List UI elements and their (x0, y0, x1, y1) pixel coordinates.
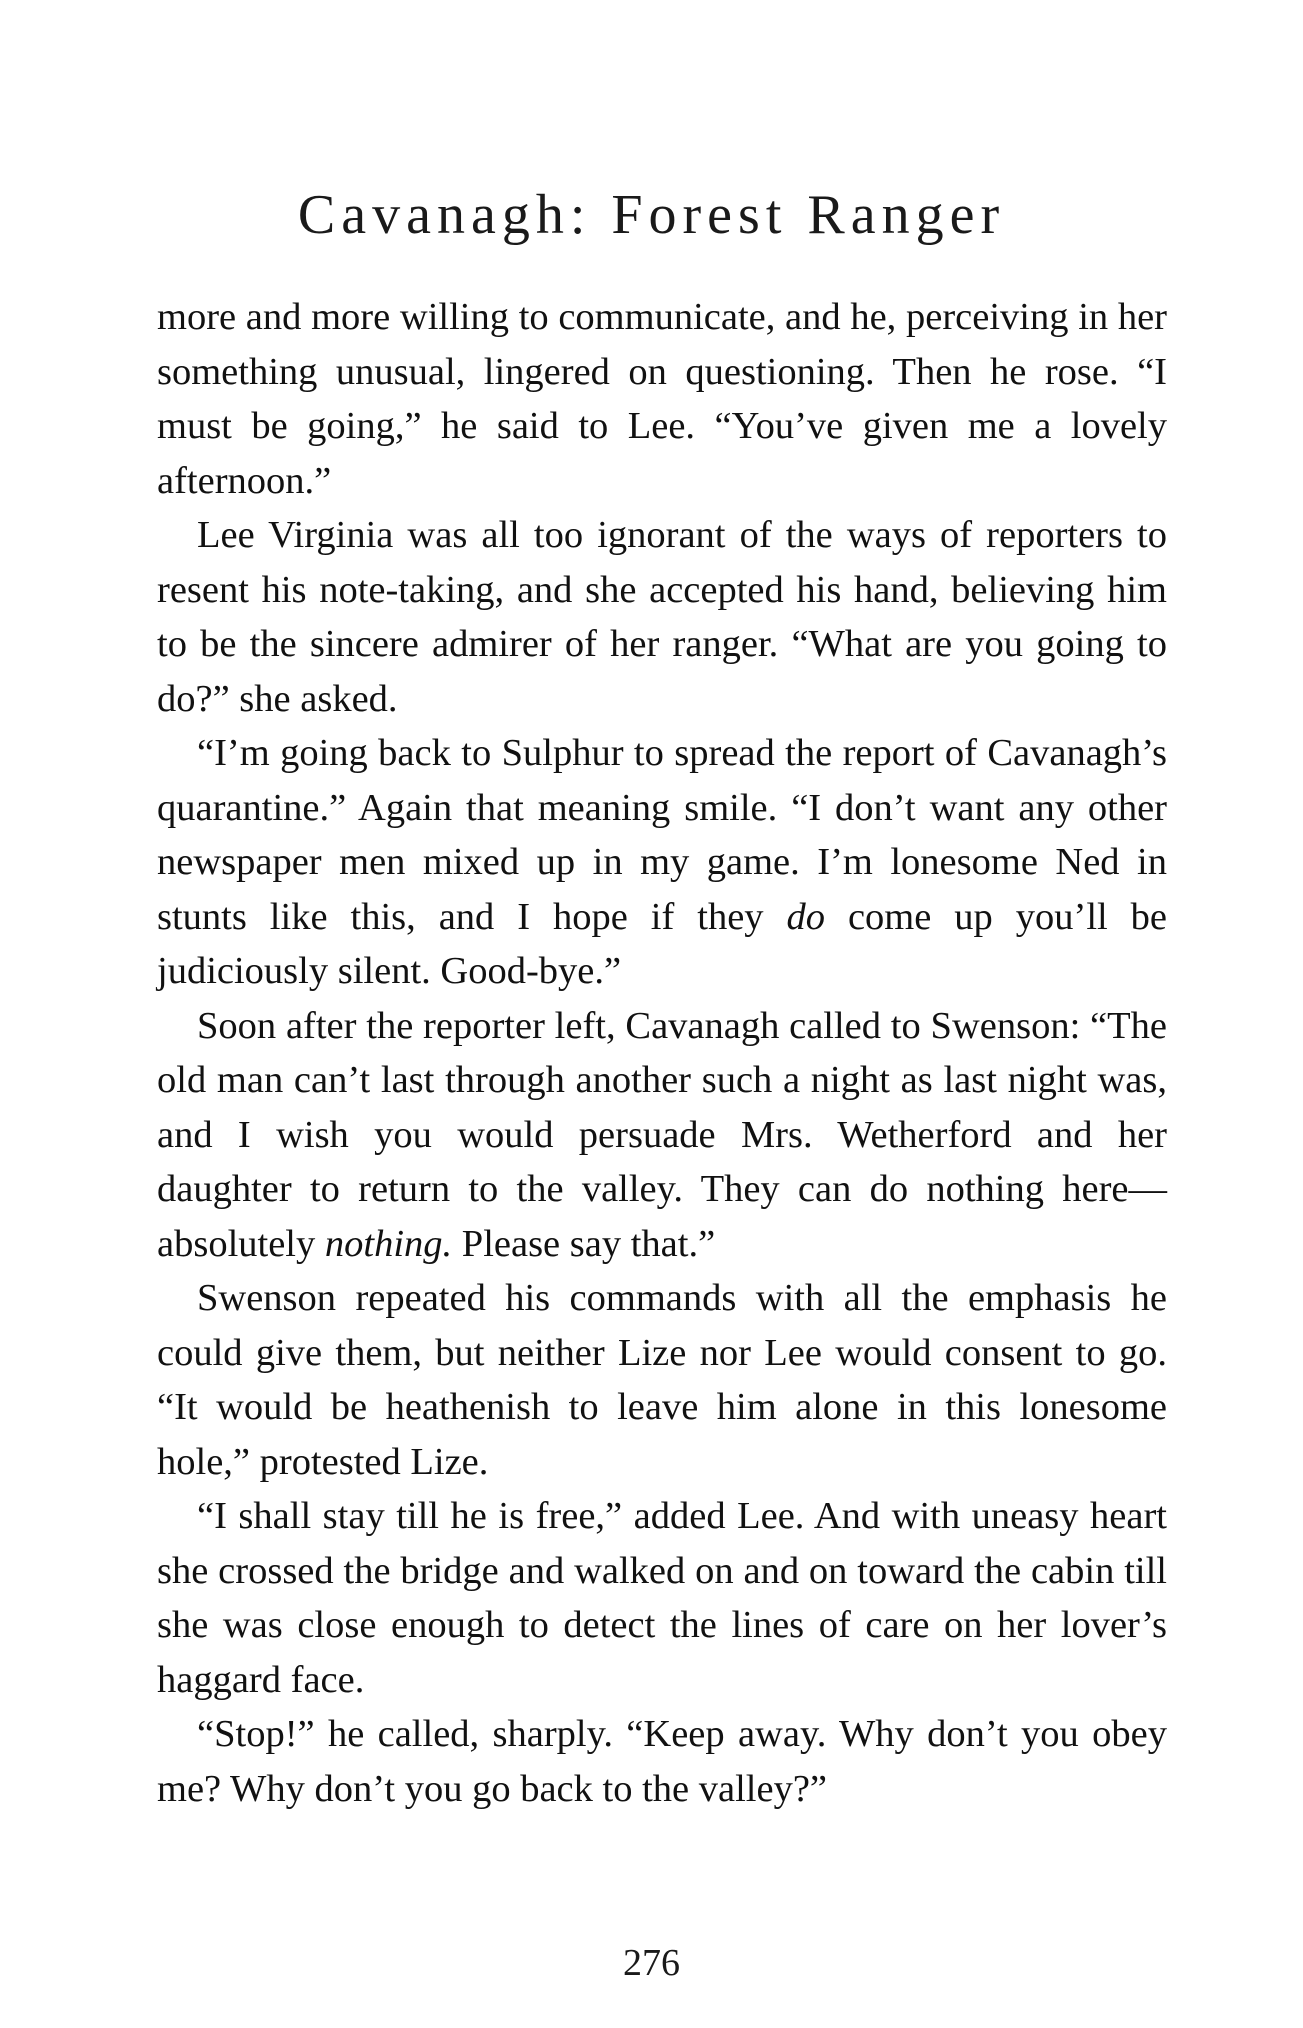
paragraph-1: more and more willing to communicate, and he, perceiving in her something unusual, lingered on questioning. Then he rose. “I must be going,” he said to Lee. “You’ve given me a lovely afternoon.” (157, 296, 1167, 502)
paragraph-4-italic: nothing. (324, 1222, 453, 1265)
paragraph-4-text-b: Please say that.” (452, 1222, 716, 1265)
paragraph-3 (157, 726, 1167, 999)
paragraph-6: “I shall stay till he is free,” added Lee. And with uneasy heart she crossed the bridge and walked on and on toward the cabin till she was close enough to detect the lines of care on her lover’s haggard face. (157, 1495, 1167, 1701)
paragraph-3-text-b: come up you’ll be judiciously silent. Good-bye.” (157, 895, 1167, 992)
paragraph-5: Swenson repeated his commands with all the emphasis he could give them, but neither Lize nor Lee would consent to go. “It would be heathenish to leave him alone in this lonesome hole,” protested Lize. (157, 1277, 1167, 1483)
paragraph-4 (157, 999, 1167, 1272)
paragraph-4-text-a: Soon after the reporter left, Cavanagh called to Swenson: “The old man can’t last through another such a night as last night was, and I wish you would persuade Mrs. Wetherford and her daughter to return to the valley. They can do nothing here—absolutely (157, 1004, 1167, 1265)
paragraph-7: “Stop!” he called, sharply. “Keep away. Why don’t you obey me? Why don’t you go back to the valley?” (157, 1713, 1167, 1810)
paragraph-3-italic: do (786, 895, 826, 938)
paragraph-3-text-a: “I’m going back to Sulphur to spread the report of Cavanagh’s quarantine.” Again that meaning smile. “I don’t want any other newspaper men mixed up in my game. I’m lonesome Ned in stunts like this, and I hope if they (157, 732, 1167, 938)
running-head-title: Cavanagh: Forest Ranger (297, 184, 1006, 246)
paragraph-2: Lee Virginia was all too ignorant of the ways of reporters to resent his note-taking, and she accepted his hand, believing him to be the sincere admirer of her ranger. “What are you going to do?” she asked. (157, 514, 1167, 720)
page-number: 276 (623, 1942, 680, 1984)
body-text (157, 290, 1167, 1816)
